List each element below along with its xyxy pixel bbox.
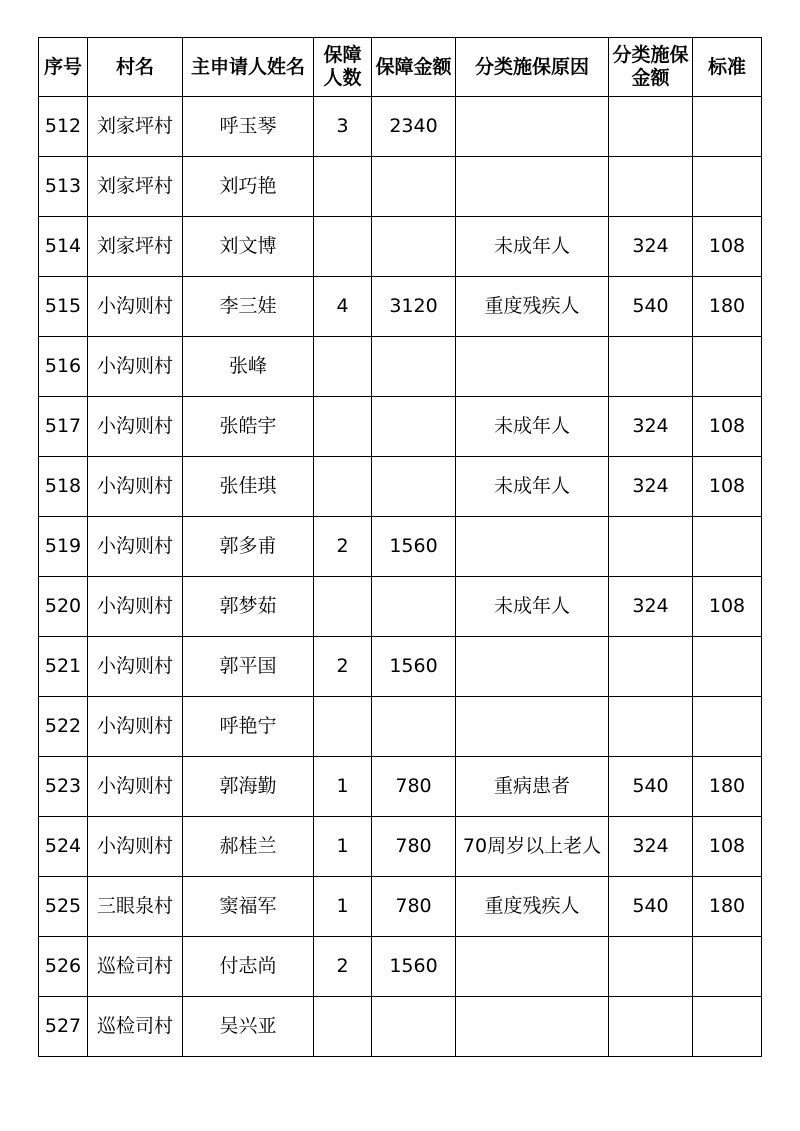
cell-persons: 1 — [314, 877, 372, 937]
cell-applicant-name: 吴兴亚 — [183, 997, 314, 1057]
cell-class-amount — [609, 637, 693, 697]
table-row — [39, 697, 762, 757]
table-row — [39, 397, 762, 457]
cell-amount: 780 — [372, 877, 456, 937]
cell-persons: 4 — [314, 277, 372, 337]
cell-applicant-name: 刘文博 — [183, 217, 314, 277]
cell-reason — [456, 97, 609, 157]
cell-persons — [314, 157, 372, 217]
cell-village: 三眼泉村 — [88, 877, 183, 937]
table-row — [39, 637, 762, 697]
cell-standard: 180 — [693, 757, 762, 817]
table-row — [39, 757, 762, 817]
header-persons: 保障人数 — [314, 38, 372, 97]
cell-seq: 514 — [39, 217, 88, 277]
cell-persons — [314, 397, 372, 457]
cell-reason — [456, 997, 609, 1057]
cell-reason: 未成年人 — [456, 217, 609, 277]
cell-seq: 527 — [39, 997, 88, 1057]
cell-village: 刘家坪村 — [88, 157, 183, 217]
table-row — [39, 997, 762, 1057]
cell-seq: 523 — [39, 757, 88, 817]
cell-reason: 70周岁以上老人 — [456, 817, 609, 877]
cell-applicant-name: 郭平国 — [183, 637, 314, 697]
cell-class-amount — [609, 157, 693, 217]
cell-reason: 重度残疾人 — [456, 277, 609, 337]
cell-seq: 521 — [39, 637, 88, 697]
cell-standard — [693, 517, 762, 577]
header-village: 村名 — [88, 38, 183, 97]
cell-persons — [314, 697, 372, 757]
cell-seq: 518 — [39, 457, 88, 517]
cell-reason: 未成年人 — [456, 397, 609, 457]
cell-standard — [693, 337, 762, 397]
cell-standard — [693, 97, 762, 157]
cell-village: 巡检司村 — [88, 937, 183, 997]
header-seq: 序号 — [39, 38, 88, 97]
cell-standard: 180 — [693, 877, 762, 937]
cell-class-amount — [609, 517, 693, 577]
cell-reason: 重度残疾人 — [456, 877, 609, 937]
cell-amount — [372, 217, 456, 277]
cell-seq: 522 — [39, 697, 88, 757]
cell-persons — [314, 217, 372, 277]
cell-persons — [314, 337, 372, 397]
cell-seq: 525 — [39, 877, 88, 937]
cell-village: 小沟则村 — [88, 517, 183, 577]
cell-applicant-name: 张皓宇 — [183, 397, 314, 457]
cell-amount — [372, 577, 456, 637]
table-row — [39, 457, 762, 517]
cell-persons: 2 — [314, 637, 372, 697]
header-standard: 标准 — [693, 38, 762, 97]
cell-amount — [372, 397, 456, 457]
cell-standard — [693, 937, 762, 997]
cell-applicant-name: 郭多甫 — [183, 517, 314, 577]
cell-village: 小沟则村 — [88, 277, 183, 337]
header-row — [39, 38, 762, 97]
cell-class-amount: 324 — [609, 817, 693, 877]
table-row — [39, 157, 762, 217]
cell-amount: 3120 — [372, 277, 456, 337]
cell-village: 刘家坪村 — [88, 217, 183, 277]
table-row — [39, 217, 762, 277]
cell-village: 小沟则村 — [88, 457, 183, 517]
cell-persons — [314, 577, 372, 637]
cell-seq: 517 — [39, 397, 88, 457]
cell-amount — [372, 457, 456, 517]
cell-amount: 1560 — [372, 517, 456, 577]
cell-reason: 未成年人 — [456, 577, 609, 637]
table-row — [39, 817, 762, 877]
cell-applicant-name: 郝桂兰 — [183, 817, 314, 877]
cell-seq: 515 — [39, 277, 88, 337]
table-row — [39, 97, 762, 157]
cell-applicant-name: 呼艳宁 — [183, 697, 314, 757]
cell-standard — [693, 637, 762, 697]
cell-standard: 108 — [693, 217, 762, 277]
cell-persons: 1 — [314, 757, 372, 817]
cell-applicant-name: 郭海勤 — [183, 757, 314, 817]
cell-standard: 180 — [693, 277, 762, 337]
cell-amount — [372, 157, 456, 217]
cell-class-amount: 324 — [609, 577, 693, 637]
cell-persons: 2 — [314, 937, 372, 997]
cell-village: 小沟则村 — [88, 577, 183, 637]
cell-village: 巡检司村 — [88, 997, 183, 1057]
cell-class-amount: 324 — [609, 457, 693, 517]
cell-amount: 2340 — [372, 97, 456, 157]
cell-class-amount: 540 — [609, 277, 693, 337]
cell-reason — [456, 697, 609, 757]
header-amount: 保障金额 — [372, 38, 456, 97]
cell-seq: 516 — [39, 337, 88, 397]
cell-standard — [693, 697, 762, 757]
cell-reason — [456, 517, 609, 577]
cell-class-amount — [609, 997, 693, 1057]
cell-standard — [693, 997, 762, 1057]
cell-village: 小沟则村 — [88, 817, 183, 877]
cell-persons: 3 — [314, 97, 372, 157]
cell-amount — [372, 997, 456, 1057]
cell-applicant-name: 张佳琪 — [183, 457, 314, 517]
cell-amount: 1560 — [372, 637, 456, 697]
cell-class-amount: 540 — [609, 757, 693, 817]
cell-amount — [372, 337, 456, 397]
table-row — [39, 277, 762, 337]
cell-seq: 524 — [39, 817, 88, 877]
cell-standard: 108 — [693, 397, 762, 457]
cell-reason — [456, 157, 609, 217]
cell-applicant-name: 窦福军 — [183, 877, 314, 937]
table-body — [39, 97, 762, 1057]
cell-standard: 108 — [693, 817, 762, 877]
cell-applicant-name: 李三娃 — [183, 277, 314, 337]
cell-applicant-name: 付志尚 — [183, 937, 314, 997]
cell-class-amount: 324 — [609, 397, 693, 457]
cell-reason — [456, 937, 609, 997]
table-row — [39, 337, 762, 397]
cell-village: 小沟则村 — [88, 697, 183, 757]
table-row — [39, 877, 762, 937]
cell-class-amount — [609, 337, 693, 397]
cell-village: 小沟则村 — [88, 397, 183, 457]
cell-applicant-name: 郭梦茹 — [183, 577, 314, 637]
cell-reason: 重病患者 — [456, 757, 609, 817]
table-row — [39, 517, 762, 577]
header-class-amount: 分类施保金额 — [609, 38, 693, 97]
cell-persons — [314, 997, 372, 1057]
cell-amount: 780 — [372, 817, 456, 877]
header-applicant: 主申请人姓名 — [183, 38, 314, 97]
cell-reason — [456, 637, 609, 697]
table-row — [39, 937, 762, 997]
cell-persons: 2 — [314, 517, 372, 577]
header-reason: 分类施保原因 — [456, 38, 609, 97]
cell-class-amount — [609, 937, 693, 997]
cell-standard — [693, 157, 762, 217]
cell-village: 刘家坪村 — [88, 97, 183, 157]
cell-reason: 未成年人 — [456, 457, 609, 517]
cell-standard: 108 — [693, 457, 762, 517]
cell-seq: 526 — [39, 937, 88, 997]
cell-class-amount — [609, 697, 693, 757]
cell-class-amount: 324 — [609, 217, 693, 277]
cell-persons — [314, 457, 372, 517]
subsistence-allowance-table — [38, 37, 762, 1057]
cell-seq: 520 — [39, 577, 88, 637]
cell-seq: 513 — [39, 157, 88, 217]
cell-applicant-name: 呼玉琴 — [183, 97, 314, 157]
cell-persons: 1 — [314, 817, 372, 877]
cell-seq: 512 — [39, 97, 88, 157]
table-row — [39, 577, 762, 637]
cell-applicant-name: 刘巧艳 — [183, 157, 314, 217]
cell-amount: 780 — [372, 757, 456, 817]
cell-class-amount: 540 — [609, 877, 693, 937]
table-header — [39, 38, 762, 97]
cell-seq: 519 — [39, 517, 88, 577]
cell-class-amount — [609, 97, 693, 157]
cell-reason — [456, 337, 609, 397]
cell-village: 小沟则村 — [88, 757, 183, 817]
cell-standard: 108 — [693, 577, 762, 637]
cell-village: 小沟则村 — [88, 337, 183, 397]
cell-village: 小沟则村 — [88, 637, 183, 697]
cell-amount — [372, 697, 456, 757]
cell-amount: 1560 — [372, 937, 456, 997]
cell-applicant-name: 张峰 — [183, 337, 314, 397]
